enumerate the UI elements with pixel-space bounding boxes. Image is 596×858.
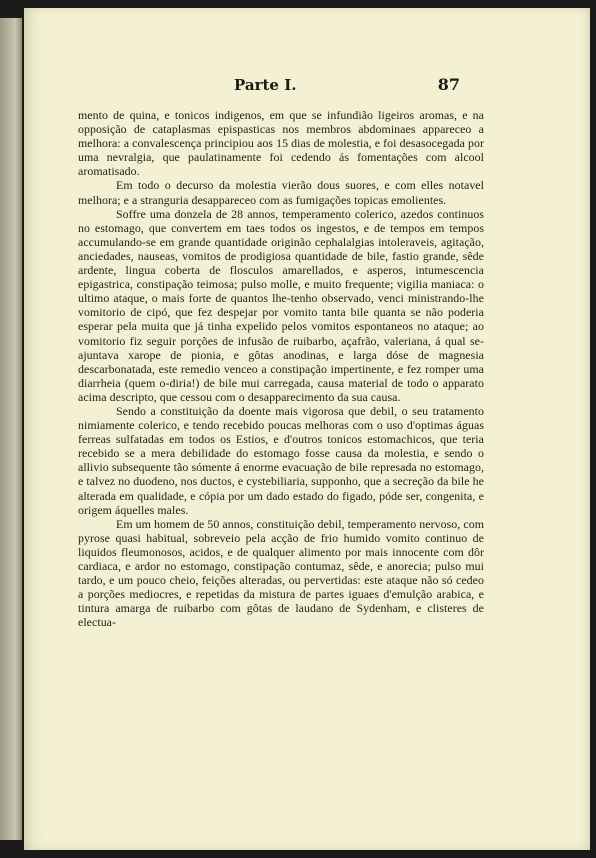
running-title: Parte I. <box>234 76 297 94</box>
body-text <box>78 108 484 629</box>
page-number: 87 <box>437 75 460 94</box>
paragraph: Em um homem de 50 annos, constituição debil, temperamento nervoso, com pyrose quasi habitual, sobreveio pela acção de frio humido vomito continuo de liquidos fleumonosos, acidos, e de qualquer alimento por mais innocente com dôr cardiaca, e ardor no estomago, constipação contumaz, sêde, e anorecia; pulso mui tardo, e um pouco cheio, feições alteradas, ou pervertidas: este ataque não só cedeo a porções mediocres, e repetidas da mistura de partes iguaes d'emulção arabica, e tintura amarga de ruibarbo com gôtas de laudano de Sydenham, e clisteres de electua- <box>78 516 484 630</box>
paragraph-continued: mento de quina, e tonicos indigenos, em que se infundião ligeiros aromas, e na opposição de cataplasmas epispasticas nos membros abdominaes appareceo a melhora: a convalescença principiou aos 15 dias de molestia, e foi desasocegada por uma nevralgia, que paulatinamente foi cedendo ás fomentações com alcool aromatisado. <box>78 108 484 179</box>
paragraph: Em todo o decurso da molestia vierão dous suores, e com elles notavel melhora; e a stranguria desappareceo com as fumigações topicas emolientes. <box>78 178 484 207</box>
paragraph: Sendo a constituição da doente mais vigorosa que debil, o seu tratamento nimiamente colerico, e tendo recebido poucas melhoras com o uso d'optimas águas ferreas sulfatadas em todos os Estios, e d'outros tonicos estomachicos, que teria recebido se a mera debilidade do estomago fosse causa da molestia, e sendo o allivio subsequente tão sómente á enorme evacuação de bile represada no estomago, e talvez no duodeno, nos ductos, e cystebiliaria, supponho, que a secreção da bile he alterada em qualidade, e cópia por um dado estado do figado, póde ser, congenita, e origem áquelles males. <box>78 403 484 517</box>
page-header <box>24 76 590 100</box>
paragraph: Soffre uma donzela de 28 annos, temperamento colerico, azedos continuos no estomago, que convertem em taes todos os ingestos, e de tempos em tempos accumulando-se em grande quantidade originão cephalalgias intoleraveis, agitação, anciedades, nauseas, vomitos de prodigiosa quantidade de bile, fastio grande, sêde ardente, lingua coberta de flosculos amarellados, e asperos, intumescencia epigastrica, constipação teimosa; pulso molle, e muito frequente; vigilia maniaca: o ultimo ataque, o mais forte de quantos lhe-tenho observado, venci ministrando-lhe vomitorio de cipó, que fez despejar por vomito tanta bile quanta se não poderia esperar pela muita que já tinha expelido pelos vomitos espontaneos no ataque; ao vomitorio fiz seguir porções de infusão de ruibarbo, açafrão, valeriana, á qual se-ajuntava xarope de pionia, e gôtas anodinas, e larga dóse de magnesia descarbonatada, este remedio venceo a constipação impertinente, e fez romper uma diarrheia (quem o-diria!) de bile mui carregada, causa material de todo o apparato acima descripto, que cessou com o desapparecimento da sua causa. <box>78 206 484 404</box>
facing-page-edge <box>0 18 22 840</box>
book-page <box>24 8 590 850</box>
